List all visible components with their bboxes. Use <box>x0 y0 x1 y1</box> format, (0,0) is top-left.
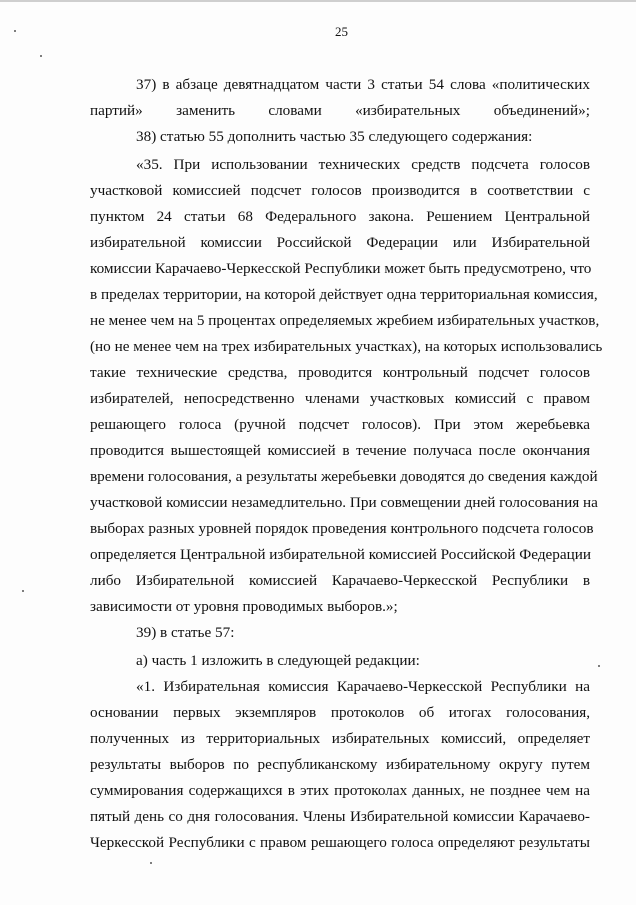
scan-speck <box>40 55 42 57</box>
text-line: 37) в абзаце девятнадцатом части 3 статьи 54 слова «политических <box>136 76 590 93</box>
text-line: избирательной комиссии Российской Федерации или Избирательной <box>90 234 590 251</box>
text-line: пунктом 24 статьи 68 Федерального закона. Решением Центральной <box>90 208 590 225</box>
text-line: решающего голоса (ручной подсчет голосов). При этом жеребьевка <box>90 416 590 433</box>
text-line: либо Избирательной комиссией Карачаево-Черкесской Республики в <box>90 572 590 589</box>
text-line: не менее чем на 5 процентах определяемых жребием избирательных участков, <box>90 312 600 329</box>
text-line: 39) в статье 57: <box>136 624 235 641</box>
text-line: выборах разных уровней порядок проведения контрольного подсчета голосов <box>90 520 594 537</box>
text-line: суммирования содержащихся в этих протоколах данных, не позднее чем на <box>90 782 590 799</box>
text-line: зависимости от уровня проводимых выборов.»; <box>90 598 398 615</box>
text-line: участковой комиссии незамедлительно. При совмещении дней голосования на <box>90 494 598 511</box>
text-line: результаты выборов по республиканскому избирательному округу путем <box>90 756 590 773</box>
text-line: Черкесской Республики с правом решающего голоса определяют результаты <box>90 834 590 851</box>
text-line: такие технические средства, проводится контрольный подсчет голосов <box>90 364 590 381</box>
text-line: избирателей, непосредственно членами участковых комиссий с правом <box>90 390 590 407</box>
scan-speck <box>598 665 600 667</box>
scan-edge <box>0 0 636 2</box>
text-line: времени голосования, а результаты жеребьевки доводятся до сведения каждой <box>90 468 598 485</box>
text-line: «1. Избирательная комиссия Карачаево-Черкесской Республики на <box>136 678 590 695</box>
scan-speck <box>150 862 152 864</box>
text-line: основании первых экземпляров протоколов об итогах голосования, <box>90 704 590 721</box>
text-line: проводится вышестоящей комиссией в течение получаса после окончания <box>90 442 590 459</box>
text-line: а) часть 1 изложить в следующей редакции: <box>136 652 420 669</box>
text-line: пятый день со дня голосования. Члены Избирательной комиссии Карачаево- <box>90 808 590 825</box>
text-line: (но не менее чем на трех избирательных участках), на которых использовались <box>90 338 603 355</box>
scan-speck <box>14 30 16 32</box>
text-line: партий» заменить словами «избирательных объединений»; <box>90 102 590 119</box>
text-line: участковой комиссией подсчет голосов производится в соответствии с <box>90 182 590 199</box>
page-number: 25 <box>335 24 348 39</box>
text-line: «35. При использовании технических средств подсчета голосов <box>136 156 590 173</box>
scan-speck <box>22 590 24 592</box>
text-line: в пределах территории, на которой действует одна территориальная комиссия, <box>90 286 598 303</box>
text-line: полученных из территориальных избирательных комиссий, определяет <box>90 730 590 747</box>
text-line: определяется Центральной избирательной комиссией Российской Федерации <box>90 546 592 563</box>
text-line: комиссии Карачаево-Черкесской Республики может быть предусмотрено, что <box>90 260 592 277</box>
text-line: 38) статью 55 дополнить частью 35 следующего содержания: <box>136 128 533 145</box>
